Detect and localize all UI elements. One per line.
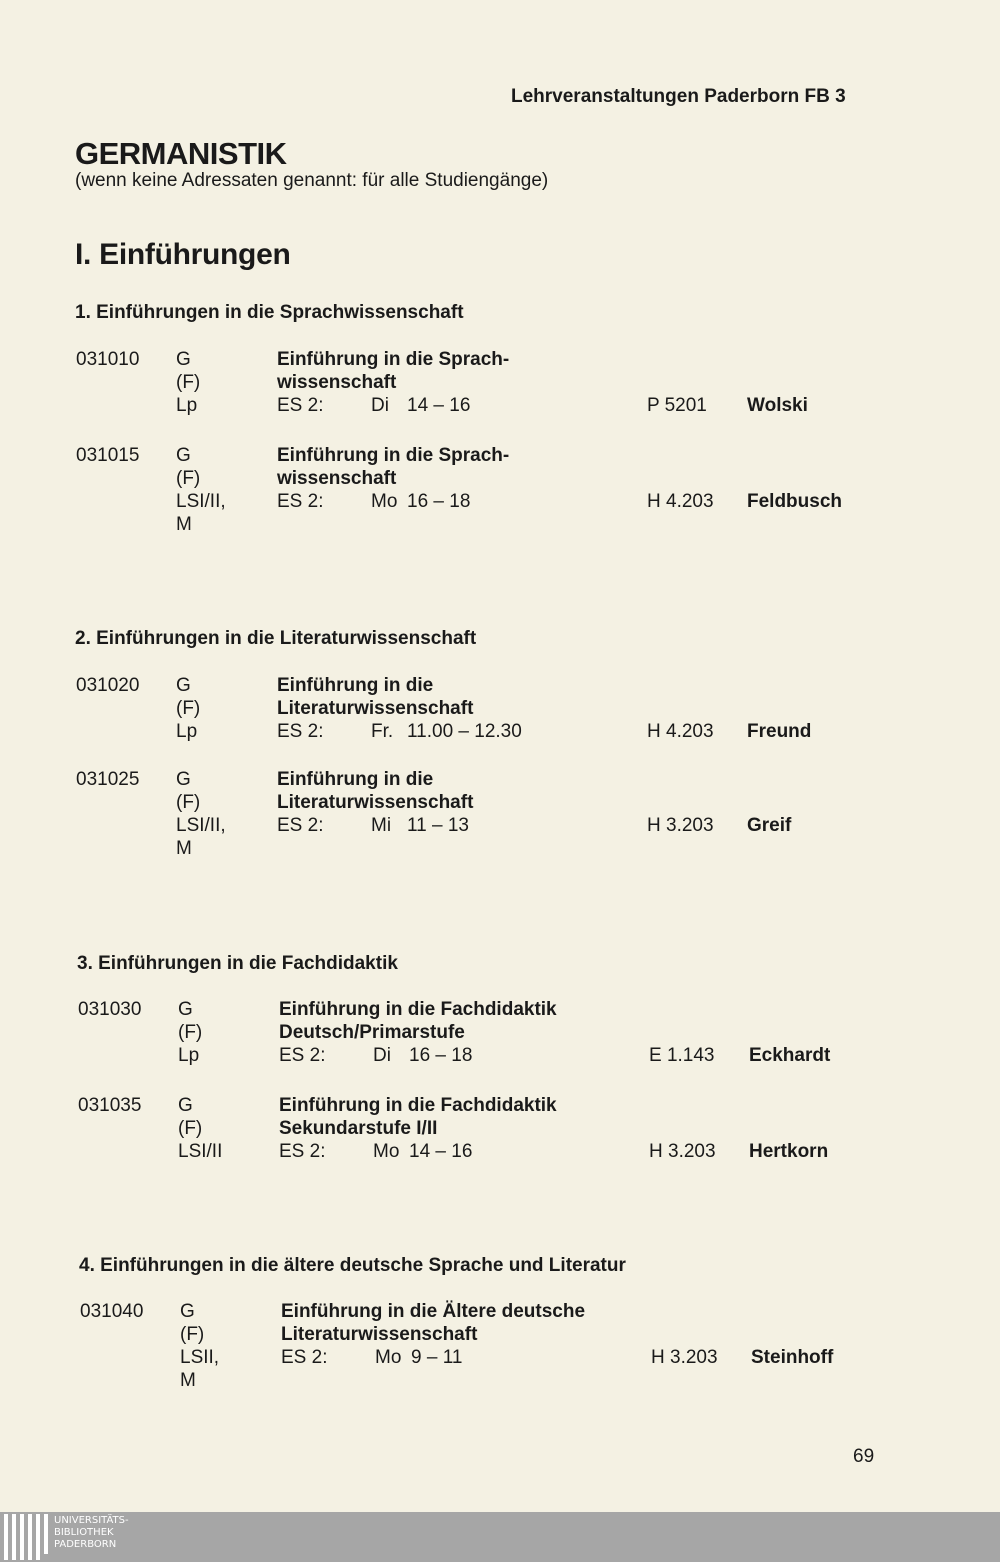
- course-code: (F): [178, 1022, 203, 1043]
- course-title-line: wissenschaft: [277, 468, 397, 489]
- course-title-line: Sekundarstufe I/II: [279, 1118, 438, 1139]
- course-number: 031010: [76, 349, 140, 370]
- course-codes: [178, 1094, 222, 1163]
- section-heading-sprachwissenschaft: 1. Einführungen in die Sprachwissenschaft: [75, 302, 464, 323]
- course-entry-031010: [0, 348, 1000, 448]
- course-time: 11 – 13: [407, 815, 469, 836]
- course-code: G: [178, 1095, 193, 1116]
- course-lecturer: Freund: [747, 721, 812, 742]
- course-code: G: [176, 349, 191, 370]
- page-number: 69: [853, 1446, 875, 1467]
- course-room: H 3.203: [647, 815, 714, 836]
- course-type: ES 2:: [277, 491, 324, 512]
- course-title: [277, 444, 509, 490]
- library-footer-bar: [0, 1512, 1000, 1562]
- course-lecturer: Eckhardt: [749, 1045, 831, 1066]
- course-type: ES 2:: [277, 815, 324, 836]
- course-title-line: Deutsch/Primarstufe: [279, 1022, 465, 1043]
- course-code: M: [176, 514, 192, 535]
- course-title: [277, 674, 473, 720]
- course-title-line: Literaturwissenschaft: [277, 698, 474, 719]
- course-entry-031030: [2, 998, 1000, 1098]
- course-number: 031030: [78, 999, 142, 1020]
- course-code: (F): [180, 1324, 205, 1345]
- course-codes: [176, 768, 226, 860]
- chapter-heading: I. Einführungen: [75, 238, 291, 271]
- course-code: LSI/II,: [176, 491, 226, 512]
- course-title-line: Einführung in die Fachdidaktik: [279, 999, 557, 1020]
- library-name-line: PADERBORN: [54, 1539, 117, 1550]
- course-entry-031040: [4, 1300, 1000, 1400]
- course-number: 031015: [76, 445, 140, 466]
- page-subtitle: (wenn keine Adressaten genannt: für alle Studiengänge): [75, 170, 549, 191]
- course-day: Mo: [371, 491, 398, 512]
- course-codes: [176, 674, 200, 743]
- course-lecturer: Steinhoff: [751, 1347, 834, 1368]
- course-entry-031035: [2, 1094, 1000, 1194]
- course-title-line: Einführung in die Sprach-: [277, 349, 510, 370]
- course-code: (F): [178, 1118, 203, 1139]
- course-codes: [178, 998, 202, 1067]
- course-entry-031015: [0, 444, 1000, 544]
- course-lecturer: Greif: [747, 815, 792, 836]
- course-code: G: [176, 675, 191, 696]
- course-code: M: [180, 1370, 196, 1391]
- course-room: P 5201: [647, 395, 707, 416]
- course-day: Mo: [373, 1141, 400, 1162]
- course-code: LSI/II: [178, 1141, 223, 1162]
- course-day: Di: [371, 395, 389, 416]
- course-code: G: [176, 769, 191, 790]
- course-time: 16 – 18: [407, 491, 471, 512]
- page-title: GERMANISTIK: [75, 136, 287, 171]
- course-lecturer: Wolski: [747, 395, 808, 416]
- section-heading-literaturwissenschaft: 2. Einführungen in die Literaturwissenschaft: [75, 628, 477, 649]
- course-type: ES 2:: [277, 395, 324, 416]
- course-title-line: Literaturwissenschaft: [281, 1324, 478, 1345]
- course-codes: [176, 444, 226, 536]
- course-code: LSI/II,: [176, 815, 226, 836]
- course-title: [279, 1094, 557, 1140]
- course-code: (F): [176, 792, 201, 813]
- course-type: ES 2:: [281, 1347, 328, 1368]
- course-number: 031040: [80, 1301, 144, 1322]
- library-name-line: BIBLIOTHEK: [54, 1527, 114, 1538]
- course-code: (F): [176, 372, 201, 393]
- course-title-line: Einführung in die: [277, 769, 434, 790]
- course-codes: [180, 1300, 219, 1392]
- course-time: 9 – 11: [411, 1347, 463, 1368]
- section-heading-fachdidaktik: 3. Einführungen in die Fachdidaktik: [77, 953, 398, 974]
- course-room: H 4.203: [647, 721, 714, 742]
- course-time: 11.00 – 12.30: [407, 721, 522, 742]
- course-room: H 3.203: [651, 1347, 718, 1368]
- course-code: G: [176, 445, 191, 466]
- course-title-line: Einführung in die Ältere deutsche: [281, 1301, 586, 1322]
- course-day: Di: [373, 1045, 391, 1066]
- course-entry-031020: [0, 674, 1000, 774]
- library-name-line: UNIVERSITÄTS-: [54, 1515, 129, 1526]
- course-time: 14 – 16: [407, 395, 471, 416]
- course-title-line: Einführung in die: [277, 675, 434, 696]
- course-title: [277, 348, 509, 394]
- course-code: M: [176, 838, 192, 859]
- course-time: 16 – 18: [409, 1045, 473, 1066]
- course-code: Lp: [178, 1045, 200, 1066]
- course-entry-031025: [0, 768, 1000, 868]
- course-title-line: wissenschaft: [277, 372, 397, 393]
- course-room: H 3.203: [649, 1141, 716, 1162]
- course-code: (F): [176, 468, 201, 489]
- course-title-line: Literaturwissenschaft: [277, 792, 474, 813]
- course-code: LSII,: [180, 1347, 220, 1368]
- course-type: ES 2:: [279, 1045, 326, 1066]
- course-room: H 4.203: [647, 491, 714, 512]
- course-number: 031020: [76, 675, 140, 696]
- course-lecturer: Hertkorn: [749, 1141, 829, 1162]
- course-code: G: [180, 1301, 195, 1322]
- course-day: Mo: [375, 1347, 402, 1368]
- course-title: [279, 998, 557, 1044]
- course-type: ES 2:: [277, 721, 324, 742]
- course-day: Mi: [371, 815, 392, 836]
- section-heading-aeltere-deutsche: 4. Einführungen in die ältere deutsche Sprache und Literatur: [79, 1255, 626, 1276]
- course-day: Fr.: [371, 721, 394, 742]
- library-name: [54, 1515, 129, 1551]
- course-lecturer: Feldbusch: [747, 491, 843, 512]
- course-number: 031035: [78, 1095, 142, 1116]
- course-time: 14 – 16: [409, 1141, 473, 1162]
- library-logo-icon: [2, 1514, 50, 1560]
- course-type: ES 2:: [279, 1141, 326, 1162]
- course-code: Lp: [176, 395, 198, 416]
- course-number: 031025: [76, 769, 140, 790]
- course-title-line: Einführung in die Fachdidaktik: [279, 1095, 557, 1116]
- course-codes: [176, 348, 200, 417]
- course-code: Lp: [176, 721, 198, 742]
- course-code: (F): [176, 698, 201, 719]
- running-head: Lehrveranstaltungen Paderborn FB 3: [511, 86, 846, 107]
- course-title: [277, 768, 473, 814]
- course-code: G: [178, 999, 193, 1020]
- course-room: E 1.143: [649, 1045, 715, 1066]
- course-title-line: Einführung in die Sprach-: [277, 445, 510, 466]
- course-title: [281, 1300, 585, 1346]
